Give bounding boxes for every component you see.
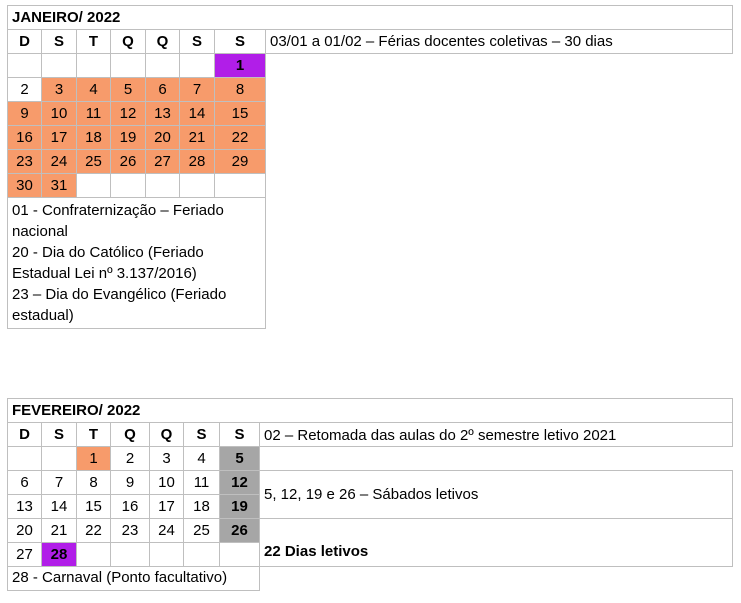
day-cell: 20 — [146, 126, 180, 150]
week-row — [8, 126, 733, 150]
day-cell: 29 — [215, 150, 266, 174]
week-row — [8, 150, 733, 174]
weekday-header: T — [77, 423, 111, 447]
empty-day-cell — [111, 174, 146, 198]
day-cell: 1 — [215, 54, 266, 78]
week-row — [8, 174, 733, 198]
day-cell: 22 — [77, 519, 111, 543]
day-cell: 3 — [42, 78, 77, 102]
day-cell: 11 — [184, 471, 220, 495]
empty-day-cell — [77, 54, 111, 78]
calendar-january — [7, 5, 733, 329]
weekday-header: S — [220, 423, 260, 447]
day-cell: 21 — [42, 519, 77, 543]
day-cell: 26 — [111, 150, 146, 174]
day-cell: 8 — [77, 471, 111, 495]
weekday-header: Q — [111, 423, 150, 447]
empty-day-cell — [215, 174, 266, 198]
day-cell: 25 — [184, 519, 220, 543]
day-cell: 5 — [220, 447, 260, 471]
note-line: 23 – Dia do Evangélico (Feriado estadual) — [12, 286, 227, 324]
day-cell: 4 — [184, 447, 220, 471]
day-cell: 6 — [146, 78, 180, 102]
day-cell: 2 — [8, 78, 42, 102]
empty-day-cell — [77, 174, 111, 198]
day-cell: 16 — [111, 495, 150, 519]
school-days-count: 22 Dias letivos — [260, 519, 733, 567]
empty-day-cell — [146, 54, 180, 78]
empty-day-cell — [180, 54, 215, 78]
week-row — [8, 54, 733, 78]
empty-day-cell — [111, 543, 150, 567]
day-cell: 23 — [8, 150, 42, 174]
day-cell: 7 — [42, 471, 77, 495]
day-cell: 7 — [180, 78, 215, 102]
day-cell: 16 — [8, 126, 42, 150]
day-cell: 12 — [220, 471, 260, 495]
weekday-header: S — [184, 423, 220, 447]
day-cell: 23 — [111, 519, 150, 543]
day-cell: 8 — [215, 78, 266, 102]
day-cell: 18 — [184, 495, 220, 519]
holiday-notes — [8, 567, 260, 591]
day-cell: 13 — [8, 495, 42, 519]
weekday-header: Q — [150, 423, 184, 447]
empty-day-cell — [180, 174, 215, 198]
week-row — [8, 519, 733, 543]
day-cell: 26 — [220, 519, 260, 543]
day-cell: 1 — [77, 447, 111, 471]
day-cell: 3 — [150, 447, 184, 471]
weekday-header: S — [42, 30, 77, 54]
empty-day-cell — [8, 54, 42, 78]
day-cell: 19 — [220, 495, 260, 519]
day-cell: 19 — [111, 126, 146, 150]
empty-day-cell — [184, 543, 220, 567]
day-cell: 15 — [77, 495, 111, 519]
week-row — [8, 102, 733, 126]
weekday-header: S — [180, 30, 215, 54]
day-cell: 24 — [42, 150, 77, 174]
day-cell: 6 — [8, 471, 42, 495]
day-cell: 25 — [77, 150, 111, 174]
empty-day-cell — [146, 174, 180, 198]
empty-day-cell — [77, 543, 111, 567]
weekday-header: D — [8, 423, 42, 447]
week-row — [8, 78, 733, 102]
day-cell: 30 — [8, 174, 42, 198]
weekday-header: S — [215, 30, 266, 54]
month-title: FEVEREIRO/ 2022 — [8, 399, 733, 423]
day-cell: 2 — [111, 447, 150, 471]
calendar-february — [7, 398, 733, 591]
day-cell: 31 — [42, 174, 77, 198]
day-cell: 20 — [8, 519, 42, 543]
weekday-header: S — [42, 423, 77, 447]
weekday-header: T — [77, 30, 111, 54]
day-cell: 17 — [150, 495, 184, 519]
day-cell: 17 — [42, 126, 77, 150]
day-cell: 28 — [180, 150, 215, 174]
empty-day-cell — [8, 447, 42, 471]
day-cell: 13 — [146, 102, 180, 126]
empty-day-cell — [150, 543, 184, 567]
day-cell: 12 — [111, 102, 146, 126]
day-cell: 22 — [215, 126, 266, 150]
day-cell: 15 — [215, 102, 266, 126]
day-cell: 10 — [150, 471, 184, 495]
empty-day-cell — [220, 543, 260, 567]
day-cell: 27 — [8, 543, 42, 567]
day-cell: 9 — [8, 102, 42, 126]
weekday-header: D — [8, 30, 42, 54]
day-cell: 9 — [111, 471, 150, 495]
note-line: 01 - Confraternização – Feriado nacional — [12, 202, 224, 240]
day-cell: 14 — [180, 102, 215, 126]
day-cell: 10 — [42, 102, 77, 126]
empty-day-cell — [42, 54, 77, 78]
empty-day-cell — [111, 54, 146, 78]
day-cell: 24 — [150, 519, 184, 543]
vacation-note: 03/01 a 01/02 – Férias docentes coletivas – 30 dias — [266, 30, 733, 54]
day-cell: 4 — [77, 78, 111, 102]
note-line: 28 - Carnaval (Ponto facultativo) — [12, 569, 228, 586]
day-cell: 21 — [180, 126, 215, 150]
day-cell: 11 — [77, 102, 111, 126]
day-cell: 28 — [42, 543, 77, 567]
week-row — [8, 471, 733, 495]
week-row — [8, 447, 733, 471]
day-cell: 27 — [146, 150, 180, 174]
saturday-classes-note: 5, 12, 19 e 26 – Sábados letivos — [260, 471, 733, 519]
weekday-header: Q — [146, 30, 180, 54]
day-cell: 5 — [111, 78, 146, 102]
holiday-notes — [8, 198, 266, 329]
weekday-header: Q — [111, 30, 146, 54]
month-title: JANEIRO/ 2022 — [8, 6, 733, 30]
classes-resume-note: 02 – Retomada das aulas do 2º semestre letivo 2021 — [260, 423, 733, 447]
day-cell: 14 — [42, 495, 77, 519]
note-line: 20 - Dia do Católico (Feriado Estadual Lei nº 3.137/2016) — [12, 244, 204, 282]
empty-day-cell — [42, 447, 77, 471]
day-cell: 18 — [77, 126, 111, 150]
